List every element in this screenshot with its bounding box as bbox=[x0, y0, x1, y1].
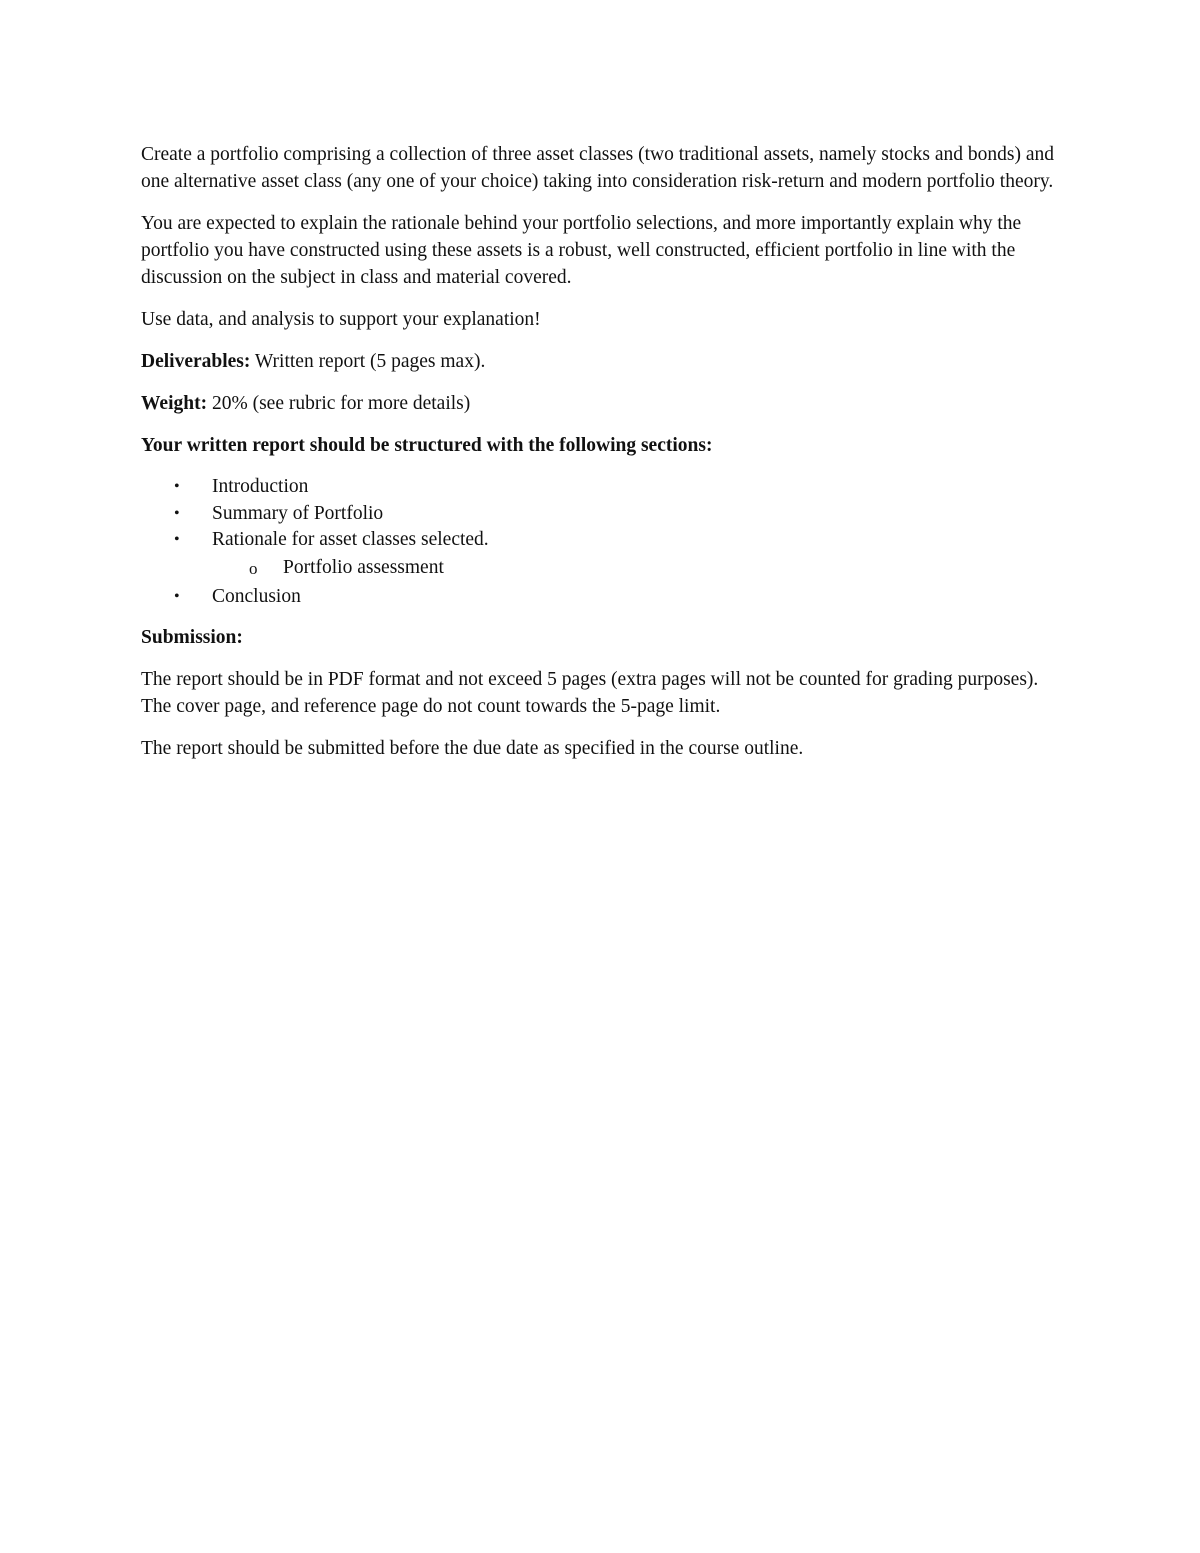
sub-list-item-label: Portfolio assessment bbox=[283, 556, 444, 578]
bullet-icon: • bbox=[174, 531, 180, 548]
submission-format-paragraph: The report should be in PDF format and not exceed 5 pages (extra pages will not be counted for grading purposes). The cover page, and reference page do not count towards the 5-page limit. bbox=[141, 669, 1039, 717]
list-item bbox=[141, 527, 1061, 554]
sub-list-item bbox=[141, 554, 1061, 582]
list-item bbox=[141, 501, 1061, 528]
sections-list bbox=[141, 474, 1061, 610]
intro-paragraph: Create a portfolio comprising a collection of three asset classes (two traditional assets, namely stocks and bonds) and one alternative asset class (any one of your choice) taking into consideration risk-return and modern portfolio theory. bbox=[141, 144, 1054, 192]
list-item-label: Conclusion bbox=[212, 585, 301, 607]
deliverables-label: Deliverables: bbox=[141, 351, 251, 372]
list-item bbox=[141, 584, 1061, 611]
list-item-label: Introduction bbox=[212, 476, 309, 497]
weight-label: Weight: bbox=[141, 393, 208, 414]
bullet-icon: • bbox=[174, 587, 180, 605]
bullet-icon: • bbox=[174, 478, 180, 495]
deliverables-line bbox=[141, 348, 1061, 375]
rationale-paragraph: You are expected to explain the rationale behind your portfolio selections, and more importantly explain why the portfolio you have constructed using these assets is a robust, well constructed, efficient portfolio in line with the discussion on the subject in class and material covered. bbox=[141, 213, 1022, 288]
sub-bullet-icon: o bbox=[249, 558, 258, 578]
submission-deadline-paragraph: The report should be submitted before the due date as specified in the course outline. bbox=[141, 738, 804, 759]
deliverables-text: Written report (5 pages max). bbox=[250, 351, 486, 372]
list-item-label: Rationale for asset classes selected. bbox=[212, 529, 489, 550]
list-item-label: Summary of Portfolio bbox=[212, 502, 384, 524]
bullet-icon: • bbox=[174, 504, 180, 522]
weight-line bbox=[141, 390, 1061, 417]
list-item bbox=[141, 474, 1061, 501]
data-analysis-paragraph: Use data, and analysis to support your explanation! bbox=[141, 309, 541, 330]
document-body bbox=[141, 141, 1061, 777]
submission-heading: Submission: bbox=[141, 627, 243, 648]
structure-heading: Your written report should be structured with the following sections: bbox=[141, 435, 713, 456]
weight-text: 20% (see rubric for more details) bbox=[207, 393, 471, 414]
